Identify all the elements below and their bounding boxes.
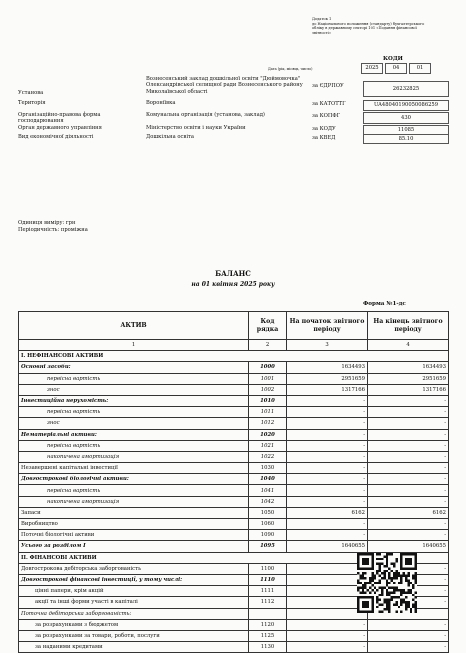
row-label: первісна вартість [19,485,249,496]
row-end-value: 6162 [368,507,449,518]
row-code: 1010 [249,395,287,406]
row-start-value: - [287,485,368,496]
header-code: 11085 [363,125,449,135]
header-code: 26232825 [363,81,449,97]
row-start-value: - [287,530,368,541]
row-end-value: - [368,474,449,485]
header-label: Організаційно-правова форма господарювання [18,112,101,125]
codes-title: КОДИ [383,56,403,62]
table-row [19,395,449,406]
header-value: Комунальна організація (установа, заклад) [146,112,265,118]
header-label: Установа [18,90,44,96]
header-label: Вид економічної діяльності [18,134,94,140]
section-heading: I. НЕФІНАНСОВІ АКТИВИ [19,351,449,362]
header-code-label: за КОДУ [312,126,336,132]
row-start-value: - [287,630,368,641]
row-start-value: - [287,451,368,462]
row-end-value: - [368,463,449,474]
table-row [19,541,449,552]
row-start-value: 6162 [287,507,368,518]
header-value: Міністерство освіти і науки України [146,125,246,131]
row-start-value: - [287,407,368,418]
table-row [19,429,449,440]
row-start-value: 1640655 [287,541,368,552]
qr-code-icon [357,553,417,613]
row-code: 1125 [249,630,287,641]
table-row [19,630,449,641]
table-row [19,485,449,496]
table-row [19,373,449,384]
col-header-code: Код рядка [249,312,287,340]
row-end-value: - [368,597,449,608]
row-code: 1110 [249,574,287,585]
row-start-value: 1317166 [287,384,368,395]
row-code [249,608,287,619]
table-row [19,407,449,418]
row-code: 1001 [249,373,287,384]
row-code: 1040 [249,474,287,485]
row-label: Довгострокова дебіторська заборгованість [19,563,249,574]
row-label: Виробництво [19,519,249,530]
row-label: за наданими кредитами [19,642,249,653]
row-end-value: - [368,485,449,496]
row-start-value: - [287,395,368,406]
row-start-value: - [287,429,368,440]
col-header-end: На кінець звітного періоду [368,312,449,340]
row-end-value: - [368,563,449,574]
row-start-value: - [287,440,368,451]
row-label: Запаси [19,507,249,518]
col-header-start: На початок звітного періоду [287,312,368,340]
row-start-value: - [287,474,368,485]
row-code: 1012 [249,418,287,429]
row-code: 1002 [249,384,287,395]
col-number-row [19,340,449,351]
row-start-value: - [287,642,368,653]
row-label: Інвестиційна нерухомість: [19,395,249,406]
header-code-label: за КОПФГ [312,113,341,119]
header-code-label: за ЄДРПОУ [312,83,344,89]
row-start-value [287,574,368,585]
row-code: 1042 [249,496,287,507]
row-end-value: - [368,519,449,530]
table-row [19,440,449,451]
row-end-value: - [368,530,449,541]
row-code: 1011 [249,407,287,418]
table-row [19,418,449,429]
row-code: 1030 [249,463,287,474]
row-code: 1130 [249,642,287,653]
doc-title: БАЛАНС [215,269,251,278]
table-row [19,530,449,541]
row-code: 1021 [249,440,287,451]
date-day: 01 [409,63,431,74]
row-end-value: - [368,642,449,653]
row-end-value: - [368,407,449,418]
row-end-value: - [368,451,449,462]
col-number: 1 [19,340,249,351]
row-label: Довгострокові фінансові інвестиції, у тому числі: [19,574,249,585]
row-label: за розрахунками за товари, роботи, послуги [19,630,249,641]
row-end-value: 2951659 [368,373,449,384]
col-header-asset: АКТИВ [19,312,249,340]
row-end-value: - [368,630,449,641]
row-label: первісна вартість [19,373,249,384]
row-start-value: 2951659 [287,373,368,384]
row-end-value: 1634493 [368,362,449,373]
row-label: накопичена амортизація [19,451,249,462]
table-row [19,351,449,362]
row-label: Основні засоби: [19,362,249,373]
row-start-value: - [287,519,368,530]
row-label: Нематеріальні активи: [19,429,249,440]
row-code: 1120 [249,619,287,630]
table-row [19,507,449,518]
row-end-value: - [368,586,449,597]
table-row [19,642,449,653]
col-number: 2 [249,340,287,351]
row-label: цінні папери, крім акцій [19,586,249,597]
header-code: UA48040190050086259 [363,100,449,111]
row-label: знос [19,384,249,395]
row-label: за розрахунками з бюджетом [19,619,249,630]
row-code: 1050 [249,507,287,518]
row-code: 1111 [249,586,287,597]
row-code: 1020 [249,429,287,440]
header-value: Вороніївка [146,100,176,106]
header-code-label: за КАТОТТГ [312,101,346,107]
row-end-value: - [368,440,449,451]
table-row [19,496,449,507]
header-label: Орган державного управління [18,125,102,131]
row-end-value: - [368,429,449,440]
header-code: 430 [363,112,449,124]
header-value: Вознесенський заклад дошкільної освіти "Дюймовочка" Олександрівської селищної ради Вознесенського району Миколаївської області [146,76,303,95]
row-label: Поточна дебіторська заборгованість: [19,608,249,619]
table-row [19,619,449,630]
row-code: 1041 [249,485,287,496]
date-label: Дата (рік, місяць, число) [268,67,313,71]
date-year: 2025 [361,63,383,74]
row-end-value: - [368,574,449,585]
col-number: 4 [368,340,449,351]
row-start-value: - [287,619,368,630]
row-label: первісна вартість [19,440,249,451]
doc-subtitle: на 01 квітня 2025 року [191,281,275,288]
row-label: накопичена амортизація [19,496,249,507]
header-label: Територія [18,100,46,106]
header-value: Дошкільна освіта [146,134,194,140]
header-code: 85.10 [363,134,449,144]
row-end-value: 1317166 [368,384,449,395]
row-start-value: - [287,463,368,474]
table-row [19,384,449,395]
row-end-value: - [368,496,449,507]
row-label: Довгострокові біологічні активи: [19,474,249,485]
row-code: 1090 [249,530,287,541]
row-label: Поточні біологічні активи [19,530,249,541]
row-start-value: - [287,418,368,429]
row-start-value: 1634493 [287,362,368,373]
row-label: первісна вартість [19,407,249,418]
form-number: Форма №1-дс [363,301,406,307]
row-start-value [287,608,368,619]
table-header-row [19,312,449,340]
row-label: акції та інші форми участі в капіталі [19,597,249,608]
row-start-value [287,563,368,574]
row-end-value: - [368,418,449,429]
row-code: 1095 [249,541,287,552]
row-start-value [287,586,368,597]
table-row [19,519,449,530]
header-code-label: за КВЕД [312,135,336,141]
row-label: Незавершені капітальні інвестиції [19,463,249,474]
row-code: 1100 [249,563,287,574]
periodicity-label: Періодичність: проміжна [18,227,88,233]
row-code: 1022 [249,451,287,462]
row-end-value: 1640655 [368,541,449,552]
col-number: 3 [287,340,368,351]
date-month: 04 [385,63,407,74]
table-row [19,362,449,373]
table-row [19,451,449,462]
row-end-value: - [368,619,449,630]
row-end-value: - [368,395,449,406]
row-code: 1112 [249,597,287,608]
units-label: Одиниця виміру: грн [18,220,76,226]
table-row [19,474,449,485]
section-heading: II. ФІНАНСОВІ АКТИВИ [19,552,449,563]
annex-note: Додаток 1 до Національного положення (стандарту) бухгалтерського обліку в державному секторі 101 «Подання фінансової звітності» [312,17,425,35]
row-start-value [287,597,368,608]
row-code: 1000 [249,362,287,373]
row-start-value: - [287,496,368,507]
row-label: Усього за розділом І [19,541,249,552]
table-row [19,463,449,474]
row-label: знос [19,418,249,429]
row-code: 1060 [249,519,287,530]
